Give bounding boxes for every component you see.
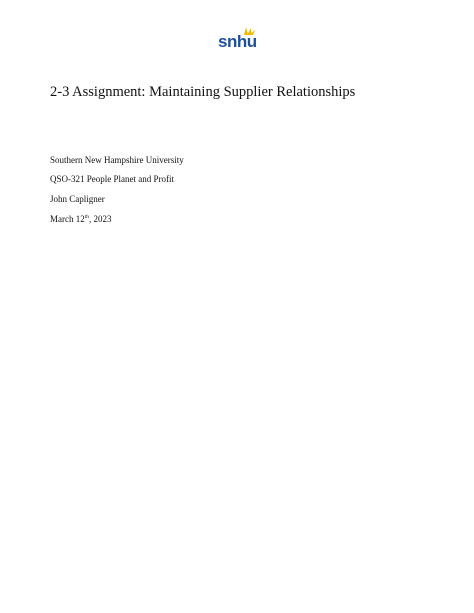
date-suffix: , 2023 — [89, 214, 112, 224]
snhu-logo — [218, 26, 258, 52]
logo-text: snhu — [218, 32, 257, 51]
university-name: Southern New Hampshire University — [50, 155, 184, 165]
course-name: QSO-321 People Planet and Profit — [50, 174, 174, 184]
document-title: 2-3 Assignment: Maintaining Supplier Relationships — [50, 84, 356, 100]
document-date — [50, 214, 112, 225]
author-name: John Capligner — [50, 194, 105, 204]
date-prefix: March 12 — [50, 214, 85, 224]
date-ordinal: th — [84, 214, 90, 220]
